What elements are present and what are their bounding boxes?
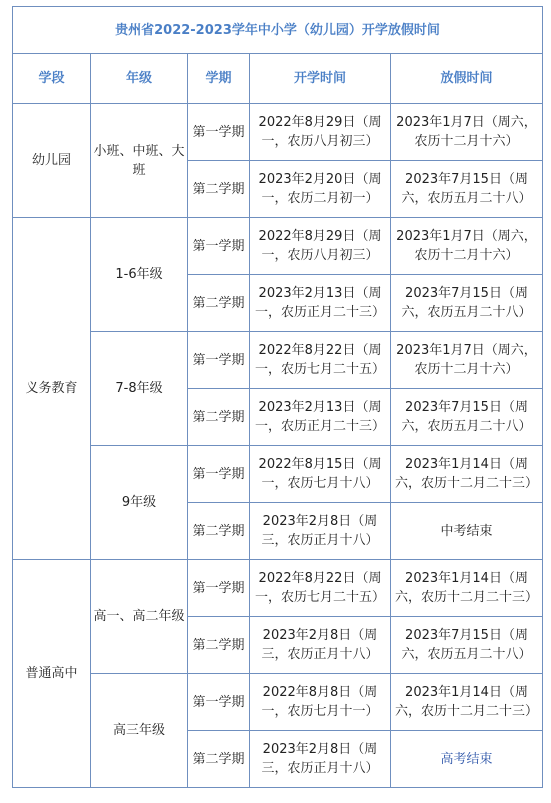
table-title: 贵州省2022-2023学年中小学（幼儿园）开学放假时间 — [13, 7, 543, 54]
term-cell: 第一学期 — [188, 446, 250, 503]
start-cell: 2022年8月8日（周一，农历七月十一） — [250, 674, 391, 731]
end-cell: 2023年1月7日（周六，农历十二月十六） — [391, 332, 543, 389]
start-cell: 2022年8月22日（周一，农历七月二十五） — [250, 332, 391, 389]
end-cell: 2023年1月7日（周六，农历十二月十六） — [391, 104, 543, 161]
header-grade: 年级 — [91, 54, 188, 104]
term-cell: 第一学期 — [188, 674, 250, 731]
term-cell: 第一学期 — [188, 332, 250, 389]
start-cell: 2022年8月15日（周一，农历七月十八） — [250, 446, 391, 503]
term-cell: 第一学期 — [188, 218, 250, 275]
term-cell: 第二学期 — [188, 731, 250, 788]
grade-h1-h2: 高一、高二年级 — [91, 560, 188, 674]
start-cell: 2023年2月8日（周三，农历正月十八） — [250, 503, 391, 560]
end-cell: 2023年1月14日（周六，农历十二月二十三） — [391, 560, 543, 617]
stage-kindergarten: 幼儿园 — [13, 104, 91, 218]
end-cell: 2023年1月7日（周六，农历十二月十六） — [391, 218, 543, 275]
stage-compulsory: 义务教育 — [13, 218, 91, 560]
stage-high-school: 普通高中 — [13, 560, 91, 788]
header-term: 学期 — [188, 54, 250, 104]
grade-h3: 高三年级 — [91, 674, 188, 788]
header-stage: 学段 — [13, 54, 91, 104]
end-cell: 中考结束 — [391, 503, 543, 560]
end-cell: 2023年7月15日（周六，农历五月二十八） — [391, 161, 543, 218]
grade-9: 9年级 — [91, 446, 188, 560]
end-cell: 2023年7月15日（周六，农历五月二十八） — [391, 389, 543, 446]
term-cell: 第一学期 — [188, 560, 250, 617]
gaokao-end-link[interactable]: 高考结束 — [391, 731, 543, 788]
term-cell: 第一学期 — [188, 104, 250, 161]
start-cell: 2023年2月20日（周一，农历二月初一） — [250, 161, 391, 218]
grade-kg: 小班、中班、大班 — [91, 104, 188, 218]
end-cell: 2023年7月15日（周六，农历五月二十八） — [391, 275, 543, 332]
end-cell: 2023年7月15日（周六，农历五月二十八） — [391, 617, 543, 674]
term-cell: 第二学期 — [188, 161, 250, 218]
start-cell: 2023年2月8日（周三，农历正月十八） — [250, 731, 391, 788]
grade-1-6: 1-6年级 — [91, 218, 188, 332]
grade-7-8: 7-8年级 — [91, 332, 188, 446]
term-cell: 第二学期 — [188, 503, 250, 560]
term-cell: 第二学期 — [188, 275, 250, 332]
term-cell: 第二学期 — [188, 389, 250, 446]
end-cell: 2023年1月14日（周六，农历十二月二十三） — [391, 446, 543, 503]
start-cell: 2023年2月8日（周三，农历正月十八） — [250, 617, 391, 674]
start-cell: 2023年2月13日（周一，农历正月二十三） — [250, 275, 391, 332]
schedule-table — [12, 6, 543, 788]
header-start: 开学时间 — [250, 54, 391, 104]
header-end: 放假时间 — [391, 54, 543, 104]
end-cell: 2023年1月14日（周六，农历十二月二十三） — [391, 674, 543, 731]
start-cell: 2022年8月22日（周一，农历七月二十五） — [250, 560, 391, 617]
term-cell: 第二学期 — [188, 617, 250, 674]
start-cell: 2023年2月13日（周一，农历正月二十三） — [250, 389, 391, 446]
start-cell: 2022年8月29日（周一，农历八月初三） — [250, 218, 391, 275]
start-cell: 2022年8月29日（周一，农历八月初三） — [250, 104, 391, 161]
